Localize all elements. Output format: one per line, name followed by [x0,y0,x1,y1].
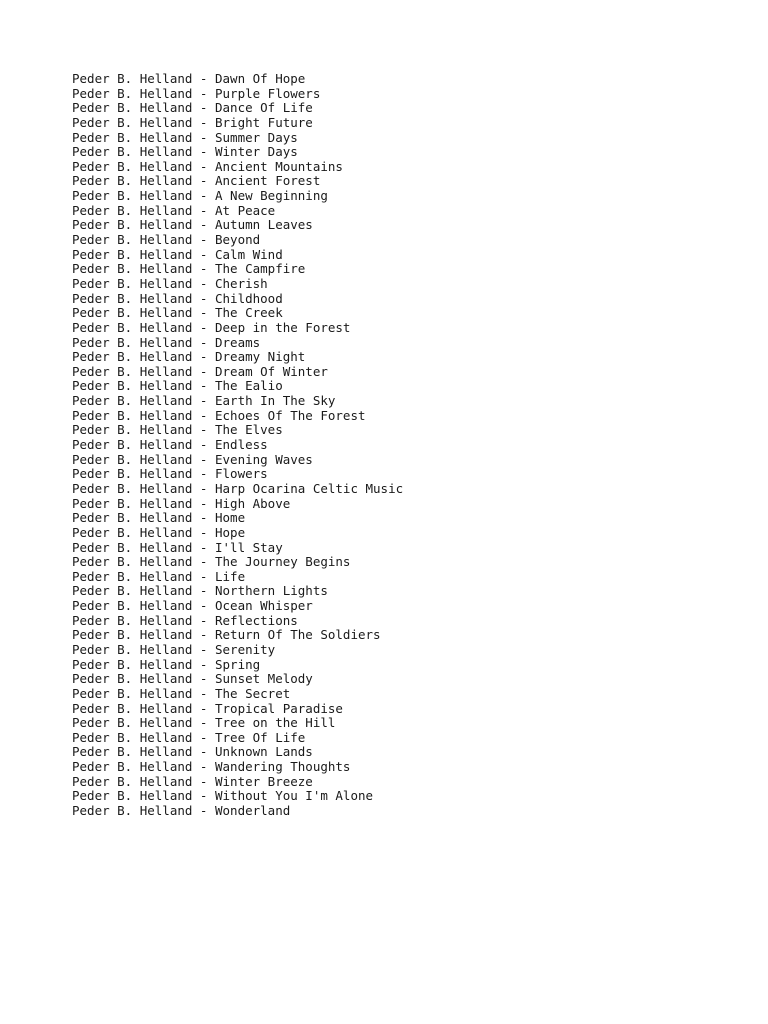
track-line: Peder B. Helland - Winter Breeze [72,773,313,789]
track-line: Peder B. Helland - Evening Waves [72,451,313,467]
track-line: Peder B. Helland - Without You I'm Alone [72,788,374,804]
track-line: Peder B. Helland - Autumn Leaves [72,217,313,233]
track-line: Peder B. Helland - I'll Stay [72,539,283,555]
track-line: Peder B. Helland - Bright Future [72,114,313,130]
track-line: Peder B. Helland - Northern Lights [72,583,328,599]
track-line: Peder B. Helland - Childhood [72,290,283,306]
track-line: Peder B. Helland - Ocean Whisper [72,598,313,614]
track-line: Peder B. Helland - Ancient Mountains [72,158,343,174]
track-line: Peder B. Helland - Hope [72,524,246,540]
track-line: Peder B. Helland - Tree on the Hill [72,715,336,731]
track-line: Peder B. Helland - Flowers [72,466,268,482]
track-line: Peder B. Helland - The Campfire [72,261,306,277]
track-line: Peder B. Helland - The Elves [72,422,283,438]
track-line: Peder B. Helland - Beyond [72,232,261,248]
track-line: Peder B. Helland - At Peace [72,202,276,218]
track-line: Peder B. Helland - Unknown Lands [72,744,313,760]
track-list [72,72,403,819]
track-line: Peder B. Helland - Home [72,510,246,526]
track-line: Peder B. Helland - Dreams [72,334,261,350]
track-line: Peder B. Helland - Life [72,568,246,584]
track-line: Peder B. Helland - The Journey Begins [72,554,351,570]
track-line: Peder B. Helland - Earth In The Sky [72,393,336,409]
track-line: Peder B. Helland - Endless [72,437,268,453]
track-line: Peder B. Helland - Spring [72,656,261,672]
track-line: Peder B. Helland - Calm Wind [72,246,283,262]
track-line: Peder B. Helland - A New Beginning [72,188,328,204]
track-line: Peder B. Helland - Sunset Melody [72,671,313,687]
track-line: Peder B. Helland - Reflections [72,612,298,628]
track-line: Peder B. Helland - Deep in the Forest [72,319,351,335]
track-line: Peder B. Helland - Echoes Of The Forest [72,407,366,423]
track-line: Peder B. Helland - Cherish [72,275,268,291]
track-line: Peder B. Helland - Harp Ocarina Celtic Music [72,480,404,496]
track-line: Peder B. Helland - Tree Of Life [72,729,306,745]
track-line: Peder B. Helland - Ancient Forest [72,173,321,189]
track-line: Peder B. Helland - Tropical Paradise [72,700,343,716]
track-line: Peder B. Helland - Wonderland [72,803,291,819]
track-line: Peder B. Helland - Winter Days [72,144,298,160]
track-line: Peder B. Helland - Wandering Thoughts [72,759,351,775]
track-line: Peder B. Helland - Serenity [72,641,276,657]
track-line: Peder B. Helland - Return Of The Soldiers [72,627,381,643]
track-line: Peder B. Helland - Dream Of Winter [72,363,328,379]
track-line: Peder B. Helland - Dance Of Life [72,100,313,116]
track-line: Peder B. Helland - Summer Days [72,129,298,145]
track-line: Peder B. Helland - Purple Flowers [72,85,321,101]
track-line: Peder B. Helland - The Secret [72,685,291,701]
track-line: Peder B. Helland - Dreamy Night [72,349,306,365]
track-line: Peder B. Helland - The Ealio [72,378,283,394]
track-line: Peder B. Helland - Dawn Of Hope [72,71,306,86]
track-line: Peder B. Helland - High Above [72,495,291,511]
track-line: Peder B. Helland - The Creek [72,305,283,321]
